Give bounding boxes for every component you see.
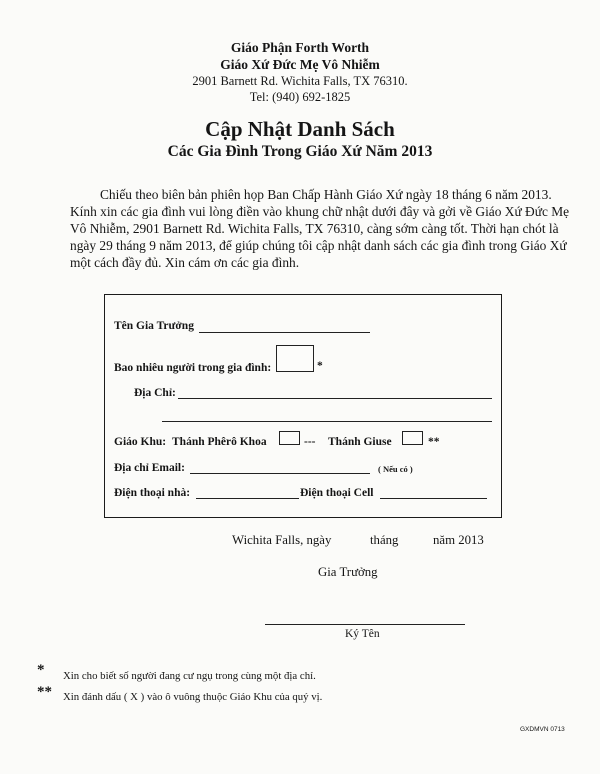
intro-line: ngày 29 tháng 9 năm 2013, để giúp chúng tôi cập nhật danh sách các gia đình trong Giáo Xứ bbox=[70, 238, 567, 253]
zone-option-2-checkbox[interactable] bbox=[402, 431, 423, 445]
zone-mark: ** bbox=[428, 436, 440, 448]
household-count-mark: * bbox=[317, 360, 323, 372]
home-phone-field[interactable] bbox=[196, 498, 299, 499]
page-title: Cập Nhật Danh Sách bbox=[205, 117, 395, 141]
diocese-name: Giáo Phận Forth Worth bbox=[230, 40, 370, 55]
zone-label: Giáo Khu: bbox=[114, 436, 167, 448]
intro-line: Vô Nhiễm, 2901 Barnett Rd. Wichita Falls, TX 76310, càng sớm càng tốt. Thời hạn chót là bbox=[70, 221, 559, 236]
parish-name: Giáo Xứ Đức Mẹ Vô Nhiễm bbox=[220, 57, 380, 72]
email-hint: ( Nếu có ) bbox=[378, 464, 413, 474]
form-code: GXDMVN 0713 bbox=[520, 726, 565, 733]
signature-label: Ký Tên bbox=[345, 628, 380, 640]
intro-paragraph bbox=[70, 186, 570, 271]
parish-address: 2901 Barnett Rd. Wichita Falls, TX 76310. bbox=[192, 74, 408, 88]
zone-option-1-checkbox[interactable] bbox=[279, 431, 300, 445]
cell-phone-field[interactable] bbox=[380, 498, 487, 499]
intro-line: một cách đầy đủ. Xin cám ơn các gia đình. bbox=[70, 255, 300, 270]
parish-phone: Tel: (940) 692-1825 bbox=[249, 90, 351, 104]
household-count-label: Bao nhiêu người trong gia đình: bbox=[114, 362, 272, 374]
email-field[interactable] bbox=[190, 473, 370, 474]
email-label: Địa chỉ Email: bbox=[114, 462, 185, 474]
zone-option-1-label: Thánh Phêrô Khoa bbox=[172, 436, 267, 448]
footnote-1-text: Xin cho biết số người đang cư ngụ trong cùng một địa chỉ. bbox=[63, 670, 316, 682]
zone-separator: --- bbox=[304, 436, 316, 448]
address-label: Địa Chỉ: bbox=[134, 387, 176, 399]
cell-phone-label: Điện thoại Cell bbox=[300, 487, 374, 499]
signature-place-date: Wichita Falls, ngày bbox=[232, 533, 332, 547]
head-of-family-field[interactable] bbox=[199, 332, 370, 333]
signature-line[interactable] bbox=[265, 624, 465, 625]
signature-role: Gia Trưởng bbox=[318, 565, 378, 579]
footnote-2-text: Xin đánh dấu ( X ) vào ô vuông thuộc Giáo Khu của quý vị. bbox=[63, 691, 323, 703]
head-of-family-label: Tên Gia Trưởng bbox=[114, 320, 194, 332]
footnote-2-mark: ** bbox=[37, 684, 52, 700]
signature-month: tháng bbox=[370, 533, 399, 547]
intro-line: Chiếu theo biên bản phiên họp Ban Chấp Hành Giáo Xứ ngày 18 tháng 6 năm 2013. bbox=[100, 187, 552, 202]
footnote-1-mark: * bbox=[37, 662, 45, 678]
page-subtitle: Các Gia Đình Trong Giáo Xứ Năm 2013 bbox=[167, 143, 433, 160]
address-line-2[interactable] bbox=[162, 421, 492, 422]
household-count-box[interactable] bbox=[276, 345, 314, 372]
intro-line: Kính xin các gia đình vui lòng điền vào khung chữ nhật dưới đây và gởi về Giáo Xứ Đức Mẹ bbox=[70, 204, 570, 219]
address-line-1[interactable] bbox=[178, 398, 492, 399]
zone-option-2-label: Thánh Giuse bbox=[328, 436, 392, 448]
home-phone-label: Điện thoại nhà: bbox=[114, 487, 191, 499]
signature-year: năm 2013 bbox=[433, 533, 484, 547]
